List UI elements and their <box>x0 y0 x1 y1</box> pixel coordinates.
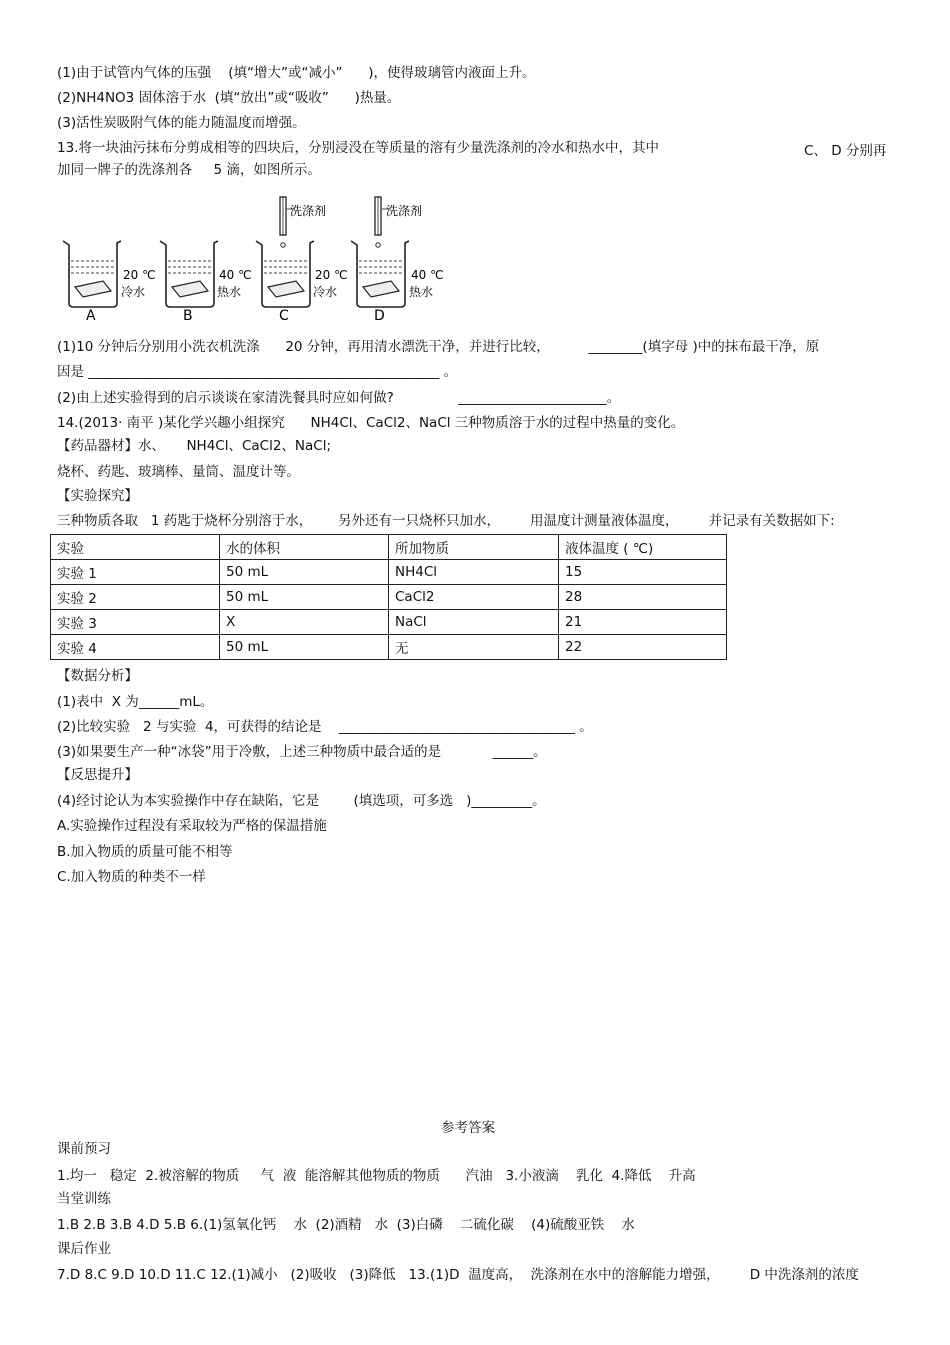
q13-intro-line-1: 13.将一块油污抹布分剪成相等的四块后，分别浸没在等质量的溶有少量洗涤剂的冷水和热水中，其中 <box>57 140 659 156</box>
answers-home: 7.D 8.C 9.D 10.D 11.C 12.(1)减小 (2)吸收 (3)降低 13.(1)D 温度高， 洗涤剂在水中的溶解能力增强， D 中洗涤剂的浓度 <box>57 1267 859 1283</box>
table-cell: 无 <box>389 635 559 660</box>
q12-line-2: (2)NH4NO3 固体溶于水 (填“放出”或“吸收” )热量。 <box>57 90 401 106</box>
q14-analysis-1: (1)表中 X 为______mL。 <box>57 694 214 710</box>
table-header: 所加物质 <box>389 535 559 560</box>
beaker-c-temp: 20 ℃ <box>315 268 348 282</box>
answers-home-heading: 课后作业 <box>57 1241 111 1257</box>
table-row <box>51 585 727 610</box>
beaker-b-letter: B <box>183 308 193 324</box>
beaker-d-water: 热水 <box>409 285 434 299</box>
beaker-a-temp: 20 ℃ <box>123 268 156 282</box>
cloth-d <box>363 281 399 297</box>
table-cell: 28 <box>559 585 727 610</box>
answers-pre-heading: 课前预习 <box>57 1141 111 1157</box>
table-cell: 实验 2 <box>51 585 220 610</box>
table-cell: 50 mL <box>220 585 389 610</box>
q12-line-1: (1)由于试管内气体的压强 (填“增大”或“减小” )，使得玻璃管内液面上升。 <box>57 65 536 81</box>
table-cell: 实验 3 <box>51 610 220 635</box>
q12-line-3: (3)活性炭吸附气体的能力随温度而增强。 <box>57 115 306 131</box>
q14-option-b: B.加入物质的质量可能不相等 <box>57 844 233 860</box>
answers-title: 参考答案 <box>441 1120 495 1136</box>
q13-part2: (2)由上述实验得到的启示谈谈在家清洗餐具时应如何做? ______________________。 <box>57 390 621 406</box>
table-cell: 22 <box>559 635 727 660</box>
beaker-b <box>160 241 252 324</box>
beaker-b-temp: 40 ℃ <box>219 268 252 282</box>
q14-option-c: C.加入物质的种类不一样 <box>57 869 206 885</box>
beaker-d-letter: D <box>374 308 385 324</box>
detergent-label-c: 洗涤剂 <box>290 204 327 218</box>
table-header: 水的体积 <box>220 535 389 560</box>
q14-option-a: A.实验操作过程没有采取较为严格的保温措施 <box>57 818 327 834</box>
q14-analysis-3: (3)如果要生产一种“冰袋”用于冷敷，上述三种物质中最合适的是 ______。 <box>57 744 547 760</box>
beaker-a-letter: A <box>86 308 96 324</box>
table-cell: NH4Cl <box>389 560 559 585</box>
table-header: 液体温度 ( ℃) <box>559 535 727 560</box>
beaker-d <box>351 197 444 324</box>
cloth-b <box>172 281 208 297</box>
beaker-d-temp: 40 ℃ <box>411 268 444 282</box>
beaker-a-water: 冷水 <box>121 285 146 299</box>
q13-part1-line-1: (1)10 分钟后分别用小洗衣机洗涤 20 分钟，再用清水漂洗干净，并进行比较， ________(填字母 )中的抹布最干净，原 <box>57 339 820 355</box>
q13-intro-line-1-tail: C、 D 分别再 <box>804 143 887 159</box>
table-row <box>51 610 727 635</box>
answers-class: 1.B 2.B 3.B 4.D 5.B 6.(1)氢氧化钙 水 (2)酒精 水 (3)白磷 二硫化碳 (4)硫酸亚铁 水 <box>57 1217 635 1233</box>
q14-materials-1: 【药品器材】水、 NH4Cl、CaCl2、NaCl; <box>57 438 332 454</box>
table-cell: 21 <box>559 610 727 635</box>
table-header-row <box>51 535 727 560</box>
answers-pre: 1.均一 稳定 2.被溶解的物质 气 液 能溶解其他物质的物质 汽油 3.小液滴 乳化 4.降低 升高 <box>57 1168 696 1184</box>
beaker-figure <box>55 195 455 330</box>
table-cell: 实验 1 <box>51 560 220 585</box>
q14-intro: 14.(2013· 南平 )某化学兴趣小组探究 NH4Cl、CaCl2、NaCl 三种物质溶于水的过程中热量的变化。 <box>57 415 685 431</box>
table-cell: NaCl <box>389 610 559 635</box>
q14-explore-text: 三种物质各取 1 药匙于烧杯分别溶于水， 另外还有一只烧杯只加水， 用温度计测量液体温度， 并记录有关数据如下: <box>57 513 835 529</box>
table-cell: 50 mL <box>220 635 389 660</box>
table-header: 实验 <box>51 535 220 560</box>
drop-c <box>281 243 285 247</box>
q14-materials-2: 烧杯、药匙、玻璃棒、量筒、温度计等。 <box>57 464 300 480</box>
table-cell: 15 <box>559 560 727 585</box>
experiment-table <box>50 534 727 660</box>
cloth-a <box>75 281 111 297</box>
q13-intro-line-2: 加同一牌子的洗涤剂各 5 滴，如图所示。 <box>57 162 321 178</box>
q14-analysis-2: (2)比较实验 2 与实验 4，可获得的结论是 ___________________________________ 。 <box>57 719 593 735</box>
detergent-label-d: 洗涤剂 <box>386 204 423 218</box>
table-cell: X <box>220 610 389 635</box>
table-cell: 实验 4 <box>51 635 220 660</box>
beaker-c <box>256 197 348 324</box>
q14-reflect-4: (4)经讨论认为本实验操作中存在缺陷，它是 (填选项，可多选 )_________。 <box>57 793 546 809</box>
q13-part1-line-2: 因是 ____________________________________________________ 。 <box>57 364 458 380</box>
table-cell: CaCl2 <box>389 585 559 610</box>
cloth-c <box>268 281 304 297</box>
beaker-c-water: 冷水 <box>313 285 338 299</box>
q14-reflect-heading: 【反思提升】 <box>57 767 138 783</box>
table-row <box>51 560 727 585</box>
q14-analysis-heading: 【数据分析】 <box>57 668 138 684</box>
beaker-b-water: 热水 <box>217 285 242 299</box>
drop-d <box>376 243 380 247</box>
beaker-c-letter: C <box>279 308 289 324</box>
beaker-a <box>63 241 156 324</box>
answers-class-heading: 当堂训练 <box>57 1191 111 1207</box>
table-cell: 50 mL <box>220 560 389 585</box>
table-row <box>51 635 727 660</box>
q14-explore-heading: 【实验探究】 <box>57 488 138 504</box>
